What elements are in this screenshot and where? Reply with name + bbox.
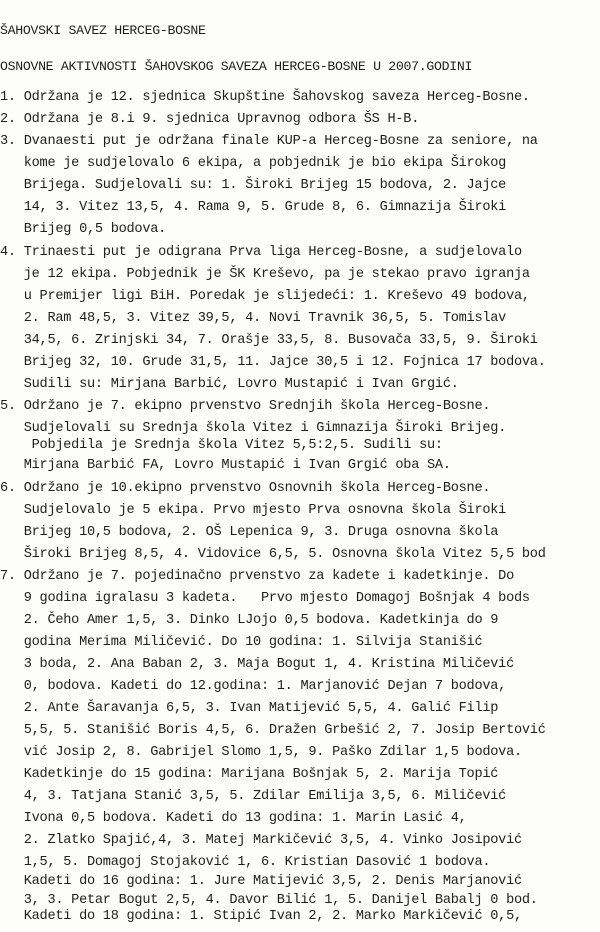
document-line: 5,5, 5. Stanišić Boris 4,5, 6. Dražen Grbešić 2, 7. Josip Bertović [0,723,546,738]
document-line: 7. Održano je 7. pojedinačno prvenstvo za kadete i kadetkinje. Do [0,569,514,584]
document-line: kome je sudjelovalo 6 ekipa, a pobjednik je bio ekipa Širokog [0,156,507,171]
document-line: u Premijer ligi BiH. Poredak je slijedeći: 1. Kreševo 49 bodova, [0,289,530,304]
document-line: Pobjedila je Srednja škola Vitez 5,5:2,5. Sudili su: [0,438,443,453]
document-line: Sudili su: Mirjana Barbić, Lovro Mustapić i Ivan Grgić. [0,377,459,392]
document-line: godina Merima Miličević. Do 10 godina: 1. Silvija Stanišić [0,635,483,650]
document-line: vić Josip 2, 8. Gabrijel Slomo 1,5, 9. Paško Zdilar 1,5 bodova. [0,745,522,760]
document-line: 2. Zlatko Spajić,4, 3. Matej Markičević 3,5, 4. Vinko Josipović [0,833,522,848]
document-line: 3. Dvanaesti put je održana finale KUP-a Herceg-Bosne za seniore, na [0,134,538,149]
document-line: 1,5, 5. Domagoj Stojaković 1, 6. Kristian Dasović 1 bodova. [0,855,491,870]
document-line: 1. Održana je 12. sjednica Skupštine Šahovskog saveza Herceg-Bosne. [0,90,530,105]
document-line: Brijeg 10,5 bodova, 2. OŠ Lepenica 9, 3. Druga osnovna škola [0,525,499,540]
document-title: OSNOVNE AKTIVNOSTI ŠAHOVSKOG SAVEZA HERCEG-BOSNE U 2007.GODINI [0,59,473,74]
document-line: 2. Ante Šaravanja 6,5, 3. Ivan Matijević 5,5, 4. Galić Filip [0,701,499,716]
document-line: 0, bodova. Kadeti do 12.godina: 1. Marjanović Dejan 7 bodova, [0,679,507,694]
document-line: 14, 3. Vitez 13,5, 4. Rama 9, 5. Grude 8, 6. Gimnazija Široki [0,200,507,215]
document-line: 3 boda, 2. Ana Baban 2, 3. Maja Bogut 1, 4. Kristina Miličević [0,657,514,672]
document-line: Brijeg 32, 10. Grude 31,5, 11. Jajce 30,5 i 12. Fojnica 17 bodova. [0,355,546,370]
document-line: Sudjelovali su Srednja škola Vitez i Gimnazija Široki Brijeg. [0,421,507,436]
document-line: 2. Čeho Amer 1,5, 3. Dinko LJojo 0,5 bodova. Kadetkinja do 9 [0,613,499,628]
document-header: ŠAHOVSKI SAVEZ HERCEG-BOSNE [0,23,206,38]
document-line: 3, 3. Petar Bogut 2,5, 4. Davor Bilić 1, 5. Danijel Babalj 0 bod. [0,893,538,908]
document-line: 34,5, 6. Zrinjski 34, 7. Orašje 33,5, 8. Busovača 33,5, 9. Široki [0,333,538,348]
document-line: Kadeti do 18 godina: 1. Stipić Ivan 2, 2. Marko Markičević 0,5, [0,909,522,924]
document-line: 9 godina igralasu 3 kadeta. Prvo mjesto Domagoj Bošnjak 4 bods [0,591,530,606]
document-line: Sudjelovalo je 5 ekipa. Prvo mjesto Prva osnovna škola Široki [0,503,507,518]
document-line: 6. Održano je 10.ekipno prvenstvo Osnovnih škola Herceg-Bosne. [0,481,491,496]
document-line: Ivona 0,5 bodova. Kadeti do 13 godina: 1. Marin Lasić 4, [0,811,467,826]
document-line: 2. Održana je 8.i 9. sjednica Upravnog odbora ŠS H-B. [0,112,420,127]
document-line: Brijeg 0,5 bodova. [0,222,167,237]
document-line: Kadeti do 16 godina: 1. Jure Matijević 3,5, 2. Denis Marjanović [0,874,522,889]
document-line: 5. Održano je 7. ekipno prvenstvo Srednjih škola Herceg-Bosne. [0,399,491,414]
document-line: Brijega. Sudjelovali su: 1. Široki Brijeg 15 bodova, 2. Jajce [0,178,507,193]
document-line: 4. Trinaesti put je odigrana Prva liga Herceg-Bosne, a sudjelovalo [0,245,522,260]
document-line: Kadetkinje do 15 godina: Marijana Bošnjak 5, 2. Marija Topić [0,767,499,782]
document-line: Mirjana Barbić FA, Lovro Mustapić i Ivan Grgić oba SA. [0,458,451,473]
document-line: 4, 3. Tatjana Stanić 3,5, 5. Zdilar Emilija 3,5, 6. Miličević [0,789,507,804]
document-line: Široki Brijeg 8,5, 4. Vidovice 6,5, 5. Osnovna škola Vitez 5,5 bod [0,547,546,562]
document-line: 2. Ram 48,5, 3. Vitez 39,5, 4. Novi Travnik 36,5, 5. Tomislav [0,311,507,326]
document-line: je 12 ekipa. Pobjednik je ŠK Kreševo, pa je stekao pravo igranja [0,267,530,282]
